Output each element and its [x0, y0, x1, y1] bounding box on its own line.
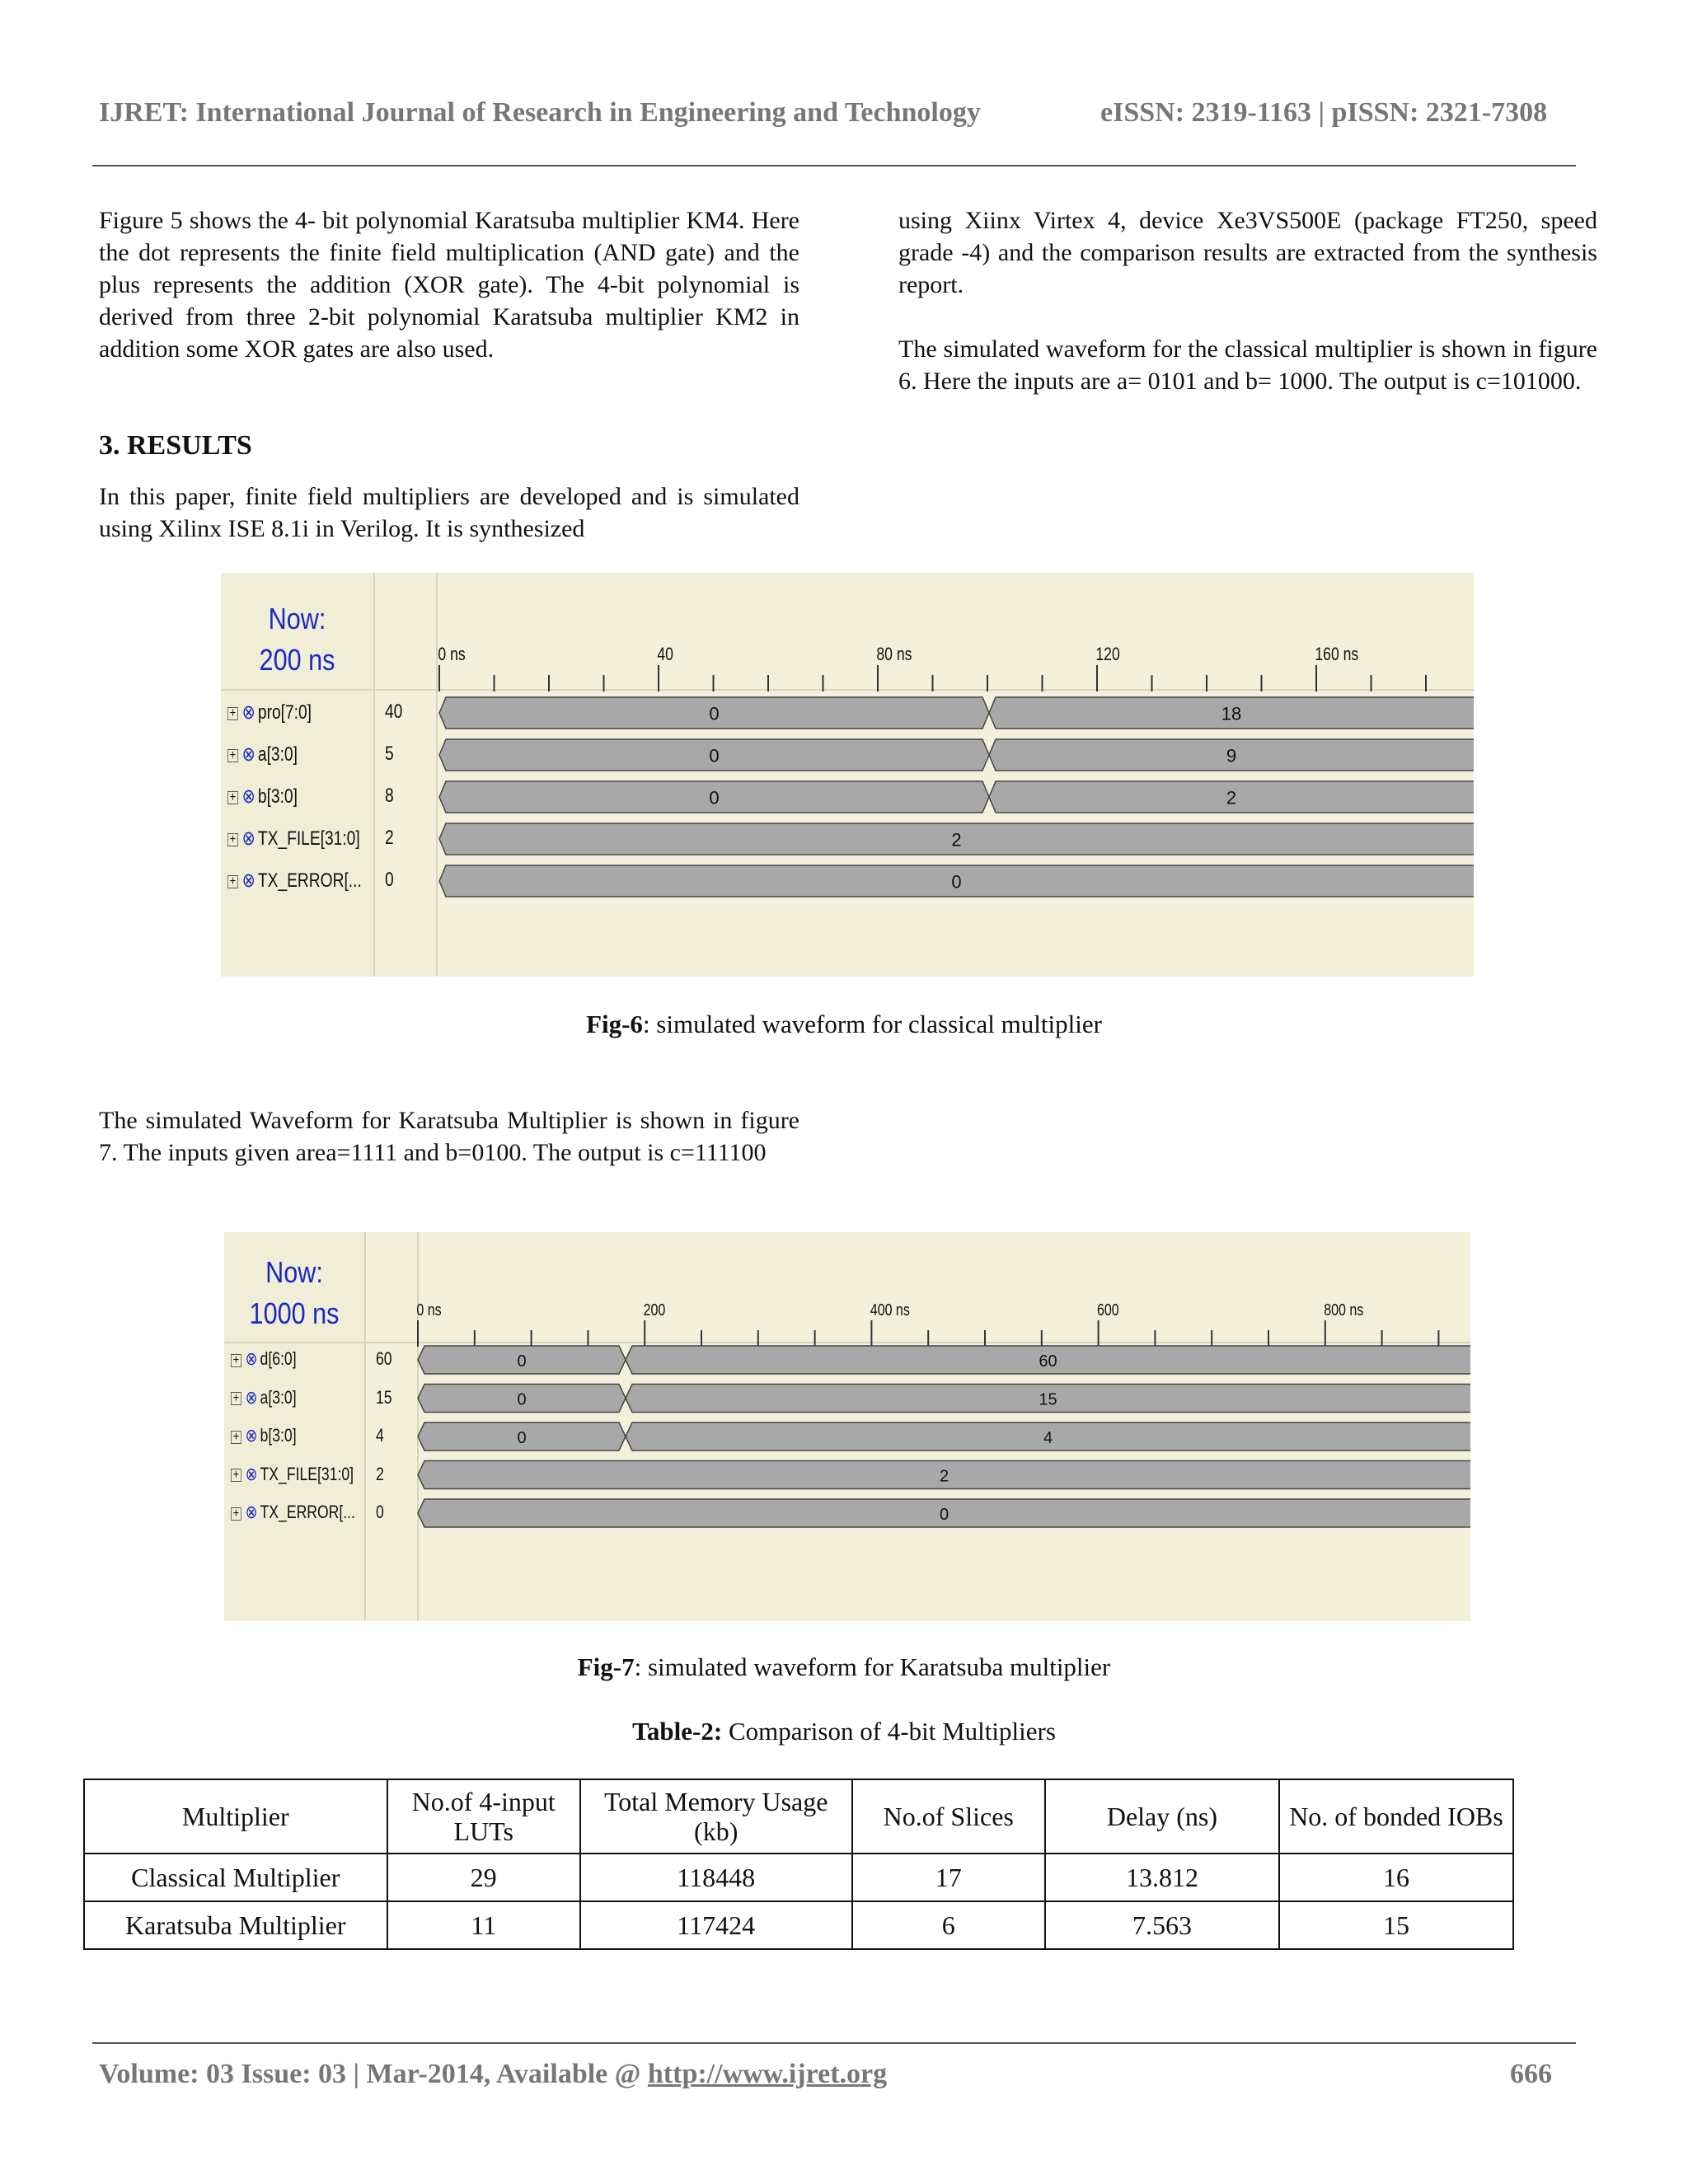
table-title-label: Table-2: — [632, 1717, 723, 1746]
table-cell: Karatsuba Multiplier — [84, 1901, 387, 1949]
fig7-waveform — [224, 1232, 1470, 1621]
header-cell: Total Memory Usage (kb) — [580, 1779, 852, 1854]
timeline-label: 0 ns — [438, 644, 466, 665]
table-cell: 118448 — [580, 1854, 852, 1901]
expand-icon[interactable]: + — [231, 1431, 241, 1444]
expand-icon[interactable]: + — [231, 1354, 241, 1367]
running-footer — [99, 2059, 1550, 2090]
signal-name: TX_ERROR[... — [260, 1502, 355, 1523]
signal-current-value: 15 — [376, 1386, 392, 1408]
bus-value: 0 — [951, 871, 962, 893]
footer-text: Volume: 03 Issue: 03 | Mar-2014, Available @ — [99, 2059, 648, 2089]
table-cell: 7.563 — [1045, 1901, 1279, 1949]
timeline-label: 80 ns — [876, 644, 912, 665]
signal-current-value: 4 — [376, 1425, 384, 1446]
paragraph: The simulated waveform for the classical multiplier is shown in figure 6. Here the inputs are a= 0101 and b= 1000. The output is c=101000. — [898, 335, 1597, 395]
bus-value: 2 — [1226, 787, 1237, 808]
signal-icon: ⊗ — [241, 743, 256, 766]
signal-name: d[6:0] — [260, 1348, 297, 1370]
timeline-label: 800 ns — [1324, 1301, 1364, 1319]
fig6-waveform — [221, 573, 1474, 977]
signal-current-value: 8 — [385, 785, 394, 808]
paragraph: using Xiinx Virtex 4, device Xe3VS500E (package FT250, speed grade -4) and the comparison results are extracted from the synthesis report. — [898, 207, 1597, 298]
bus-value: 4 — [1043, 1428, 1053, 1447]
waveform-canvas — [221, 573, 1474, 977]
table-cell: 15 — [1279, 1901, 1513, 1949]
signal-icon: ⊗ — [241, 785, 256, 808]
bus-value: 0 — [709, 787, 720, 808]
table-cell: Classical Multiplier — [84, 1854, 387, 1901]
bus-value: 0 — [709, 703, 720, 724]
bus-value: 0 — [709, 745, 720, 766]
now-label: Now: — [265, 1255, 323, 1289]
timeline-label: 600 — [1097, 1301, 1119, 1319]
signal-name: TX_FILE[31:0] — [257, 827, 360, 851]
paragraph: In this paper, finite field multipliers are developed and is simulated using Xilinx ISE 8.1i in Verilog. It is synthesized — [99, 483, 799, 542]
fig7-caption-label: Fig-7 — [577, 1652, 635, 1681]
fig6-caption-label: Fig-6 — [586, 1010, 643, 1038]
comparison-table — [83, 1779, 1514, 1950]
signal-icon: ⊗ — [241, 869, 256, 893]
now-label: Now: — [268, 602, 326, 635]
journal-link[interactable]: http://www.ijret.org — [647, 2059, 888, 2089]
left-column — [99, 204, 799, 365]
signal-name: TX_ERROR[... — [257, 869, 362, 893]
table-title — [0, 1717, 1688, 1746]
signal-name: pro[7:0] — [257, 701, 312, 724]
timeline-label: 120 — [1095, 644, 1120, 665]
page-number: 666 — [1510, 2059, 1552, 2089]
table-cell: 16 — [1279, 1854, 1513, 1901]
table-cell: 6 — [852, 1901, 1045, 1949]
table-cell: 29 — [387, 1854, 580, 1901]
expand-icon[interactable]: + — [227, 791, 238, 804]
paragraph: Figure 5 shows the 4- bit polynomial Karatsuba multiplier KM4. Here the dot represents the finite field multiplication (AND gate) and the plus represents the addition (XOR gate). The 4-bit polynomial is derived from three 2-bit polynomial Karatsuba multiplier KM2 in addition some XOR gates are also used. — [99, 207, 799, 363]
header-cell: No. of bonded IOBs — [1279, 1779, 1513, 1854]
signal-icon: ⊗ — [245, 1386, 258, 1408]
signal-current-value: 0 — [376, 1502, 384, 1523]
signal-name: a[3:0] — [257, 743, 298, 766]
table-cell: 11 — [387, 1901, 580, 1949]
bus-value: 60 — [1039, 1352, 1057, 1371]
signal-icon: ⊗ — [245, 1425, 258, 1446]
signal-current-value: 0 — [385, 869, 394, 892]
signal-icon: ⊗ — [241, 827, 256, 851]
header-cell: No.of Slices — [852, 1779, 1045, 1854]
table-cell: 13.812 — [1045, 1854, 1279, 1901]
section-heading: 3. RESULTS — [99, 430, 252, 461]
journal-name: IJRET: International Journal of Research in Engineering and Technology — [99, 97, 981, 128]
timeline-label: 200 — [643, 1301, 666, 1319]
signal-name: TX_FILE[31:0] — [260, 1463, 354, 1484]
fig6-caption-text: : simulated waveform for classical multiplier — [642, 1010, 1102, 1038]
signal-name: a[3:0] — [260, 1386, 297, 1408]
fig7-caption — [0, 1652, 1688, 1682]
timeline-label: 400 ns — [870, 1301, 910, 1319]
header-cell: No.of 4-input LUTs — [387, 1779, 580, 1854]
bus-value: 2 — [939, 1467, 950, 1486]
bus-value: 2 — [951, 829, 962, 851]
header-rule — [92, 165, 1576, 166]
table-row — [84, 1901, 1513, 1949]
bus-value: 0 — [517, 1352, 527, 1371]
expand-icon[interactable]: + — [227, 875, 238, 888]
bus-value: 18 — [1221, 703, 1242, 724]
signal-current-value: 2 — [385, 827, 394, 850]
signal-icon: ⊗ — [245, 1502, 258, 1523]
bus-value: 0 — [939, 1505, 950, 1524]
expand-icon[interactable]: + — [231, 1392, 241, 1405]
timeline-label: 40 — [657, 644, 673, 665]
signal-icon: ⊗ — [241, 701, 256, 724]
signal-name: b[3:0] — [257, 785, 298, 808]
waveform-canvas — [224, 1232, 1470, 1621]
bus-value: 9 — [1226, 745, 1237, 766]
table-row — [84, 1854, 1513, 1901]
fig7-caption-text: : simulated waveform for Karatsuba multiplier — [634, 1652, 1111, 1681]
signal-current-value: 2 — [376, 1463, 384, 1484]
table-header-row — [84, 1779, 1513, 1854]
left-column-continued — [99, 480, 799, 545]
now-value: 200 ns — [259, 643, 335, 677]
fig6-caption — [0, 1010, 1688, 1039]
running-header — [99, 97, 1582, 129]
signal-icon: ⊗ — [245, 1348, 258, 1370]
issn: eISSN: 2319-1163 | pISSN: 2321-7308 — [1100, 97, 1548, 128]
signal-icon: ⊗ — [245, 1463, 258, 1484]
bus-value: 0 — [517, 1428, 527, 1447]
timeline-label: 160 ns — [1315, 644, 1359, 665]
table-cell: 17 — [852, 1854, 1045, 1901]
expand-icon[interactable]: + — [227, 833, 238, 846]
now-value: 1000 ns — [249, 1296, 340, 1330]
bus-value: 15 — [1039, 1390, 1057, 1409]
expand-icon[interactable]: + — [231, 1469, 241, 1482]
signal-name: b[3:0] — [260, 1425, 297, 1446]
bus-value: 0 — [517, 1390, 527, 1409]
expand-icon[interactable]: + — [227, 707, 238, 720]
timeline-label: 0 ns — [416, 1301, 442, 1319]
expand-icon[interactable]: + — [227, 749, 238, 762]
signal-current-value: 5 — [385, 743, 394, 766]
table-title-text: Comparison of 4-bit Multipliers — [722, 1717, 1056, 1746]
expand-icon[interactable]: + — [231, 1507, 241, 1521]
paragraph: The simulated Waveform for Karatsuba Multiplier is shown in figure 7. The inputs given area=1111 and b=0100. The output is c=111100 — [99, 1107, 799, 1166]
middle-paragraph — [99, 1104, 799, 1169]
signal-current-value: 60 — [376, 1348, 392, 1370]
footer-rule — [92, 2042, 1576, 2044]
header-cell: Multiplier — [84, 1779, 387, 1854]
table-cell: 117424 — [580, 1901, 852, 1949]
signal-current-value: 40 — [385, 701, 403, 724]
header-cell: Delay (ns) — [1045, 1779, 1279, 1854]
right-column — [898, 204, 1597, 397]
